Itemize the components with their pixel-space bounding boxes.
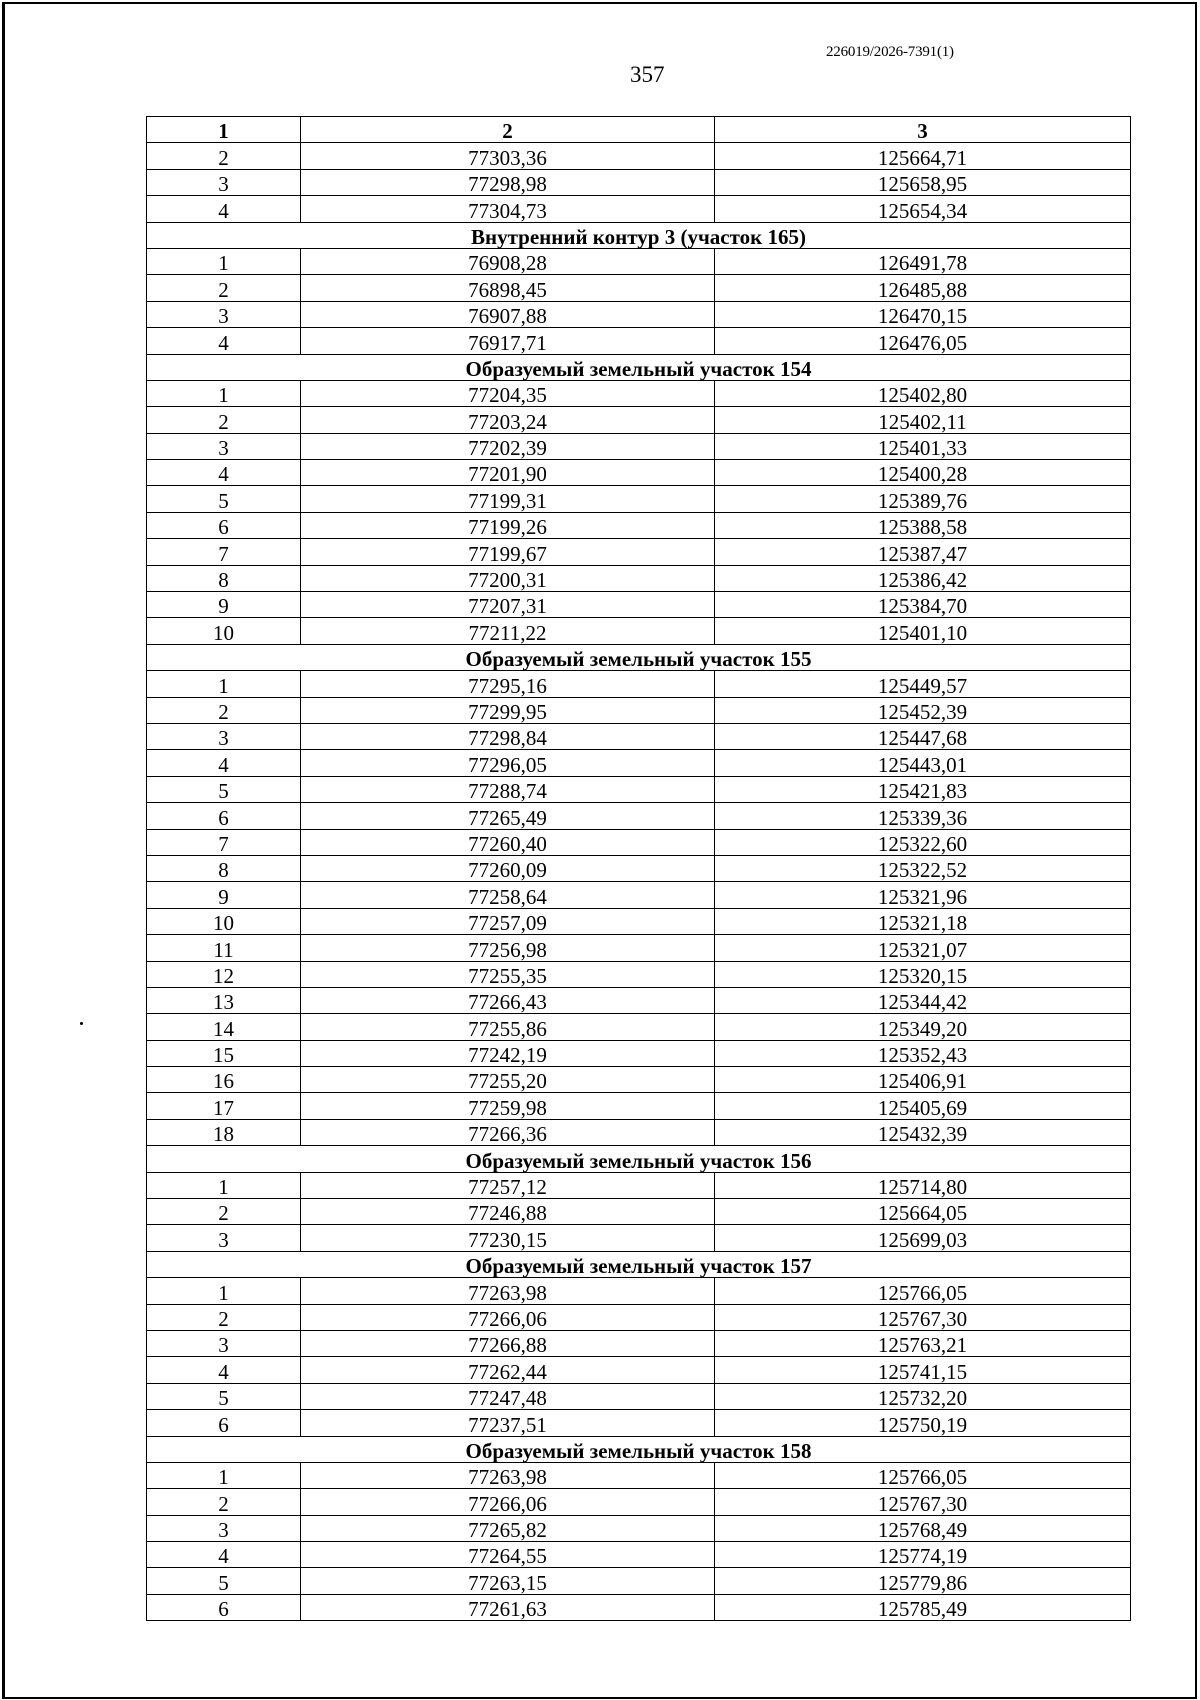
- x-coordinate-cell: 77255,20: [301, 1067, 715, 1093]
- x-coordinate-cell: 77258,64: [301, 882, 715, 908]
- point-number-cell: 13: [147, 987, 301, 1013]
- section-title: Образуемый земельный участок 156: [147, 1146, 1131, 1172]
- x-coordinate-cell: 77211,22: [301, 618, 715, 644]
- y-coordinate-cell: 125401,10: [715, 618, 1131, 644]
- point-number-cell: 4: [147, 1542, 301, 1568]
- table-row: [147, 671, 1131, 697]
- point-number-cell: 3: [147, 433, 301, 459]
- x-coordinate-cell: 77259,98: [301, 1093, 715, 1119]
- point-number-cell: 12: [147, 961, 301, 987]
- point-number-cell: 2: [147, 275, 301, 301]
- table-row: [147, 882, 1131, 908]
- table-row: [147, 196, 1131, 222]
- table-row: [147, 829, 1131, 855]
- table-row: [147, 935, 1131, 961]
- point-number-cell: 2: [147, 1199, 301, 1225]
- x-coordinate-cell: 77255,86: [301, 1014, 715, 1040]
- table-row: [147, 987, 1131, 1013]
- x-coordinate-cell: 76898,45: [301, 275, 715, 301]
- point-number-cell: 16: [147, 1067, 301, 1093]
- section-row: [147, 1251, 1131, 1277]
- point-number-cell: 3: [147, 169, 301, 195]
- section-title: Образуемый земельный участок 158: [147, 1436, 1131, 1462]
- x-coordinate-cell: 77199,67: [301, 539, 715, 565]
- y-coordinate-cell: 125785,49: [715, 1594, 1131, 1620]
- y-coordinate-cell: 126470,15: [715, 301, 1131, 327]
- y-coordinate-cell: 125352,43: [715, 1040, 1131, 1066]
- y-coordinate-cell: 125406,91: [715, 1067, 1131, 1093]
- table-row: [147, 1067, 1131, 1093]
- point-number-cell: 9: [147, 592, 301, 618]
- section-row: [147, 1436, 1131, 1462]
- x-coordinate-cell: 77296,05: [301, 750, 715, 776]
- x-coordinate-cell: 77299,95: [301, 697, 715, 723]
- y-coordinate-cell: 125321,96: [715, 882, 1131, 908]
- x-coordinate-cell: 77304,73: [301, 196, 715, 222]
- point-number-cell: 14: [147, 1014, 301, 1040]
- section-title: Образуемый земельный участок 157: [147, 1251, 1131, 1277]
- point-number-cell: 5: [147, 776, 301, 802]
- table-row: [147, 750, 1131, 776]
- x-coordinate-cell: 77203,24: [301, 407, 715, 433]
- y-coordinate-cell: 125449,57: [715, 671, 1131, 697]
- x-coordinate-cell: 77266,36: [301, 1119, 715, 1145]
- table-row: [147, 803, 1131, 829]
- table-row: [147, 380, 1131, 406]
- x-coordinate-cell: 77256,98: [301, 935, 715, 961]
- table-row: [147, 1014, 1131, 1040]
- y-coordinate-cell: 126491,78: [715, 248, 1131, 274]
- point-number-cell: 4: [147, 460, 301, 486]
- x-coordinate-cell: 77298,98: [301, 169, 715, 195]
- y-coordinate-cell: 125768,49: [715, 1515, 1131, 1541]
- point-number-cell: 2: [147, 407, 301, 433]
- point-number-cell: 4: [147, 196, 301, 222]
- x-coordinate-cell: 77207,31: [301, 592, 715, 618]
- coordinates-table: [146, 116, 1131, 1621]
- point-number-cell: 5: [147, 486, 301, 512]
- x-coordinate-cell: 77260,40: [301, 829, 715, 855]
- column-header-point-number: 1: [147, 117, 301, 143]
- y-coordinate-cell: 125779,86: [715, 1568, 1131, 1594]
- table-row: [147, 1542, 1131, 1568]
- x-coordinate-cell: 77202,39: [301, 433, 715, 459]
- table-row: [147, 1568, 1131, 1594]
- y-coordinate-cell: 125421,83: [715, 776, 1131, 802]
- y-coordinate-cell: 125387,47: [715, 539, 1131, 565]
- document-number: 226019/2026-7391(1): [826, 44, 954, 60]
- point-number-cell: 1: [147, 1278, 301, 1304]
- x-coordinate-cell: 77266,06: [301, 1304, 715, 1330]
- table-row: [147, 301, 1131, 327]
- column-header-x: 2: [301, 117, 715, 143]
- table-row: [147, 961, 1131, 987]
- x-coordinate-cell: 77255,35: [301, 961, 715, 987]
- point-number-cell: 6: [147, 803, 301, 829]
- column-header-y: 3: [715, 117, 1131, 143]
- table-row: [147, 460, 1131, 486]
- x-coordinate-cell: 77247,48: [301, 1383, 715, 1409]
- x-coordinate-cell: 77237,51: [301, 1410, 715, 1436]
- x-coordinate-cell: 77265,49: [301, 803, 715, 829]
- x-coordinate-cell: 77266,88: [301, 1330, 715, 1356]
- y-coordinate-cell: 125400,28: [715, 460, 1131, 486]
- point-number-cell: 10: [147, 908, 301, 934]
- x-coordinate-cell: 77257,12: [301, 1172, 715, 1198]
- x-coordinate-cell: 77298,84: [301, 723, 715, 749]
- point-number-cell: 2: [147, 143, 301, 169]
- point-number-cell: 10: [147, 618, 301, 644]
- y-coordinate-cell: 125664,05: [715, 1199, 1131, 1225]
- x-coordinate-cell: 77295,16: [301, 671, 715, 697]
- table-row: [147, 539, 1131, 565]
- point-number-cell: 5: [147, 1383, 301, 1409]
- point-number-cell: 6: [147, 1594, 301, 1620]
- x-coordinate-cell: 77230,15: [301, 1225, 715, 1251]
- y-coordinate-cell: 125384,70: [715, 592, 1131, 618]
- table-header-row: [147, 117, 1131, 143]
- table-row: [147, 1594, 1131, 1620]
- point-number-cell: 3: [147, 723, 301, 749]
- y-coordinate-cell: 125767,30: [715, 1489, 1131, 1515]
- y-coordinate-cell: 125344,42: [715, 987, 1131, 1013]
- point-number-cell: 9: [147, 882, 301, 908]
- table-row: [147, 697, 1131, 723]
- point-number-cell: 2: [147, 697, 301, 723]
- point-number-cell: 3: [147, 301, 301, 327]
- table-row: [147, 275, 1131, 301]
- x-coordinate-cell: 76908,28: [301, 248, 715, 274]
- scan-speck: [80, 1022, 83, 1025]
- x-coordinate-cell: 77204,35: [301, 380, 715, 406]
- y-coordinate-cell: 125766,05: [715, 1278, 1131, 1304]
- point-number-cell: 7: [147, 829, 301, 855]
- x-coordinate-cell: 77199,31: [301, 486, 715, 512]
- y-coordinate-cell: 125774,19: [715, 1542, 1131, 1568]
- x-coordinate-cell: 77257,09: [301, 908, 715, 934]
- point-number-cell: 5: [147, 1568, 301, 1594]
- x-coordinate-cell: 77262,44: [301, 1357, 715, 1383]
- point-number-cell: 18: [147, 1119, 301, 1145]
- table-row: [147, 855, 1131, 881]
- table-row: [147, 433, 1131, 459]
- x-coordinate-cell: 77263,98: [301, 1278, 715, 1304]
- table-row: [147, 248, 1131, 274]
- point-number-cell: 8: [147, 565, 301, 591]
- y-coordinate-cell: 125320,15: [715, 961, 1131, 987]
- x-coordinate-cell: 77260,09: [301, 855, 715, 881]
- point-number-cell: 8: [147, 855, 301, 881]
- table-row: [147, 1383, 1131, 1409]
- x-coordinate-cell: 77201,90: [301, 460, 715, 486]
- x-coordinate-cell: 76907,88: [301, 301, 715, 327]
- y-coordinate-cell: 125349,20: [715, 1014, 1131, 1040]
- x-coordinate-cell: 77303,36: [301, 143, 715, 169]
- table-row: [147, 908, 1131, 934]
- y-coordinate-cell: 125339,36: [715, 803, 1131, 829]
- y-coordinate-cell: 125763,21: [715, 1330, 1131, 1356]
- point-number-cell: 15: [147, 1040, 301, 1066]
- table-row: [147, 1119, 1131, 1145]
- y-coordinate-cell: 126476,05: [715, 328, 1131, 354]
- y-coordinate-cell: 125714,80: [715, 1172, 1131, 1198]
- table-row: [147, 565, 1131, 591]
- table-row: [147, 512, 1131, 538]
- point-number-cell: 4: [147, 750, 301, 776]
- y-coordinate-cell: 125658,95: [715, 169, 1131, 195]
- table-row: [147, 776, 1131, 802]
- y-coordinate-cell: 125766,05: [715, 1462, 1131, 1488]
- table-row: [147, 618, 1131, 644]
- x-coordinate-cell: 77200,31: [301, 565, 715, 591]
- y-coordinate-cell: 126485,88: [715, 275, 1131, 301]
- section-row: [147, 222, 1131, 248]
- y-coordinate-cell: 125654,34: [715, 196, 1131, 222]
- section-title: Образуемый земельный участок 154: [147, 354, 1131, 380]
- x-coordinate-cell: 77264,55: [301, 1542, 715, 1568]
- section-title: Внутренний контур 3 (участок 165): [147, 222, 1131, 248]
- table-row: [147, 407, 1131, 433]
- table-row: [147, 1304, 1131, 1330]
- y-coordinate-cell: 125322,52: [715, 855, 1131, 881]
- x-coordinate-cell: 77263,98: [301, 1462, 715, 1488]
- point-number-cell: 1: [147, 671, 301, 697]
- point-number-cell: 7: [147, 539, 301, 565]
- table-row: [147, 486, 1131, 512]
- x-coordinate-cell: 77266,43: [301, 987, 715, 1013]
- point-number-cell: 4: [147, 328, 301, 354]
- point-number-cell: 2: [147, 1304, 301, 1330]
- y-coordinate-cell: 125321,07: [715, 935, 1131, 961]
- table-row: [147, 1515, 1131, 1541]
- x-coordinate-cell: 76917,71: [301, 328, 715, 354]
- point-number-cell: 6: [147, 512, 301, 538]
- x-coordinate-cell: 77263,15: [301, 1568, 715, 1594]
- point-number-cell: 3: [147, 1515, 301, 1541]
- table-row: [147, 1225, 1131, 1251]
- x-coordinate-cell: 77199,26: [301, 512, 715, 538]
- y-coordinate-cell: 125322,60: [715, 829, 1131, 855]
- y-coordinate-cell: 125699,03: [715, 1225, 1131, 1251]
- point-number-cell: 1: [147, 380, 301, 406]
- coordinates-table-body: [147, 117, 1131, 1621]
- table-row: [147, 1357, 1131, 1383]
- table-row: [147, 723, 1131, 749]
- section-row: [147, 1146, 1131, 1172]
- y-coordinate-cell: 125447,68: [715, 723, 1131, 749]
- y-coordinate-cell: 125405,69: [715, 1093, 1131, 1119]
- table-row: [147, 592, 1131, 618]
- point-number-cell: 11: [147, 935, 301, 961]
- y-coordinate-cell: 125452,39: [715, 697, 1131, 723]
- y-coordinate-cell: 125741,15: [715, 1357, 1131, 1383]
- page-number: 357: [630, 62, 665, 87]
- point-number-cell: 4: [147, 1357, 301, 1383]
- y-coordinate-cell: 125388,58: [715, 512, 1131, 538]
- table-row: [147, 1410, 1131, 1436]
- point-number-cell: 2: [147, 1489, 301, 1515]
- y-coordinate-cell: 125402,11: [715, 407, 1131, 433]
- y-coordinate-cell: 125767,30: [715, 1304, 1131, 1330]
- table-row: [147, 1093, 1131, 1119]
- y-coordinate-cell: 125443,01: [715, 750, 1131, 776]
- table-row: [147, 1330, 1131, 1356]
- table-row: [147, 328, 1131, 354]
- y-coordinate-cell: 125402,80: [715, 380, 1131, 406]
- y-coordinate-cell: 125432,39: [715, 1119, 1131, 1145]
- table-row: [147, 1199, 1131, 1225]
- table-row: [147, 169, 1131, 195]
- x-coordinate-cell: 77288,74: [301, 776, 715, 802]
- point-number-cell: 1: [147, 248, 301, 274]
- table-row: [147, 1278, 1131, 1304]
- table-row: [147, 143, 1131, 169]
- table-row: [147, 1172, 1131, 1198]
- y-coordinate-cell: 125386,42: [715, 565, 1131, 591]
- point-number-cell: 17: [147, 1093, 301, 1119]
- point-number-cell: 6: [147, 1410, 301, 1436]
- point-number-cell: 1: [147, 1462, 301, 1488]
- x-coordinate-cell: 77261,63: [301, 1594, 715, 1620]
- section-title: Образуемый земельный участок 155: [147, 644, 1131, 670]
- x-coordinate-cell: 77266,06: [301, 1489, 715, 1515]
- y-coordinate-cell: 125750,19: [715, 1410, 1131, 1436]
- point-number-cell: 3: [147, 1330, 301, 1356]
- y-coordinate-cell: 125732,20: [715, 1383, 1131, 1409]
- table-row: [147, 1462, 1131, 1488]
- y-coordinate-cell: 125389,76: [715, 486, 1131, 512]
- y-coordinate-cell: 125664,71: [715, 143, 1131, 169]
- x-coordinate-cell: 77242,19: [301, 1040, 715, 1066]
- point-number-cell: 1: [147, 1172, 301, 1198]
- section-row: [147, 354, 1131, 380]
- table-row: [147, 1040, 1131, 1066]
- point-number-cell: 3: [147, 1225, 301, 1251]
- x-coordinate-cell: 77246,88: [301, 1199, 715, 1225]
- y-coordinate-cell: 125321,18: [715, 908, 1131, 934]
- section-row: [147, 644, 1131, 670]
- y-coordinate-cell: 125401,33: [715, 433, 1131, 459]
- x-coordinate-cell: 77265,82: [301, 1515, 715, 1541]
- table-row: [147, 1489, 1131, 1515]
